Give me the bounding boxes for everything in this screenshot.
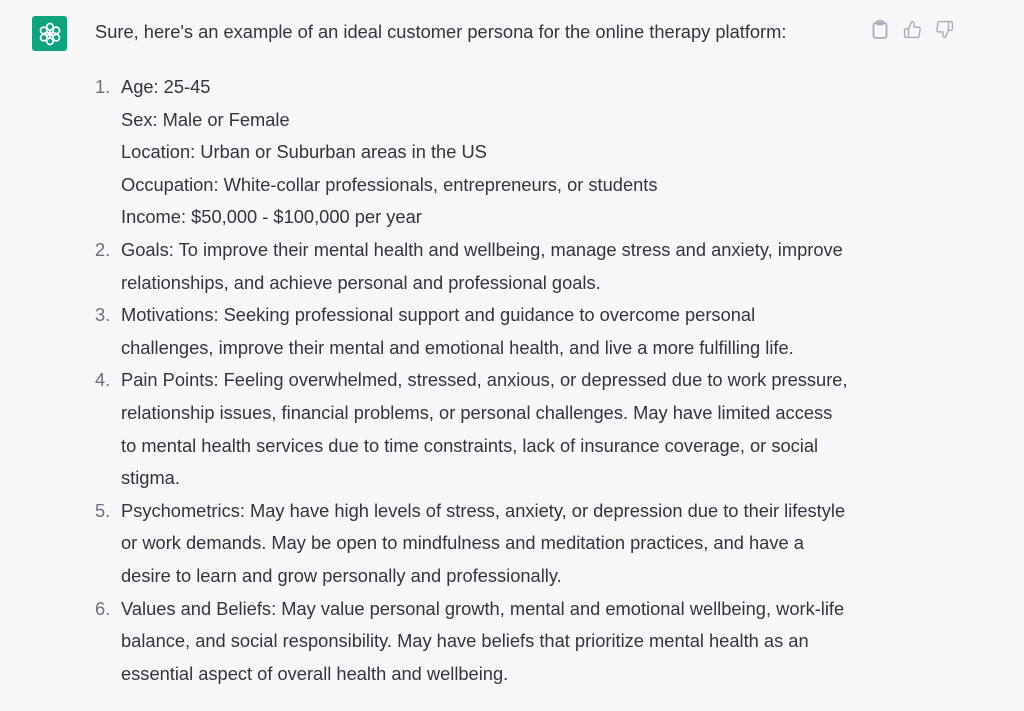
list-item-text: Values and Beliefs: May value personal growth, mental and emotional wellbeing, work-life — [121, 597, 845, 619]
list-item-text: Goals: To improve their mental health and wellbeing, manage stress and anxiety, improve — [121, 238, 843, 260]
list-item-text: Motivations: Seeking professional support and guidance to overcome personal — [121, 304, 756, 326]
thumbs-up-button[interactable] — [902, 18, 922, 40]
list-item-number: 6. — [95, 597, 111, 619]
thumbs-down-button[interactable] — [934, 18, 954, 40]
list-item-text: challenges, improve their mental and emotional health, and live a more fulfilling life. — [121, 336, 794, 358]
list-item-text: to mental health services due to time constraints, lack of insurance coverage, or social — [121, 434, 819, 456]
message-actions — [870, 18, 954, 40]
list-item-text: Location: Urban or Suburban areas in the US — [121, 141, 487, 163]
list-item-text: Occupation: White-collar professionals, entrepreneurs, or students — [121, 173, 658, 195]
list-item-text: relationship issues, financial problems, or personal challenges. May have limited access — [121, 401, 833, 423]
list-item-text: Pain Points: Feeling overwhelmed, stressed, anxious, or depressed due to work pressure, — [121, 369, 848, 391]
list-item-number: 5. — [95, 499, 111, 521]
list-item-text: Income: $50,000 - $100,000 per year — [121, 206, 422, 228]
list-item-number: 4. — [95, 369, 111, 391]
list-item-text: stigma. — [121, 467, 180, 489]
list-item — [95, 234, 865, 299]
thumbs-down-icon — [935, 20, 954, 39]
list-item-text: Sex: Male or Female — [121, 108, 290, 130]
list-item-text: balance, and social responsibility. May have beliefs that prioritize mental health as an — [121, 630, 809, 652]
list-item-text: or work demands. May be open to mindfulness and meditation practices, and have a — [121, 532, 804, 554]
list-item — [95, 593, 865, 691]
list-item-text: Psychometrics: May have high levels of stress, anxiety, or depression due to their lifestyle — [121, 499, 846, 521]
thumbs-up-icon — [903, 20, 922, 39]
persona-list — [95, 71, 865, 690]
list-item-number: 2. — [95, 238, 111, 260]
list-item-number: 3. — [95, 304, 111, 326]
list-item-text: Age: 25-45 — [121, 76, 211, 97]
list-item-number: 1. — [95, 76, 111, 97]
message-content — [95, 16, 865, 690]
list-item-text: essential aspect of overall health and wellbeing. — [121, 662, 509, 684]
list-item — [95, 495, 865, 593]
message-intro: Sure, here's an example of an ideal customer persona for the online therapy platform: — [95, 21, 787, 42]
openai-logo-icon — [37, 21, 63, 47]
list-item-text: relationships, and achieve personal and professional goals. — [121, 271, 601, 293]
assistant-avatar — [32, 16, 67, 51]
list-item — [95, 71, 865, 234]
list-item-text: desire to learn and grow personally and professionally. — [121, 564, 562, 586]
clipboard-icon — [872, 20, 888, 39]
list-item — [95, 299, 865, 364]
copy-button[interactable] — [870, 18, 890, 40]
list-item — [95, 364, 865, 494]
